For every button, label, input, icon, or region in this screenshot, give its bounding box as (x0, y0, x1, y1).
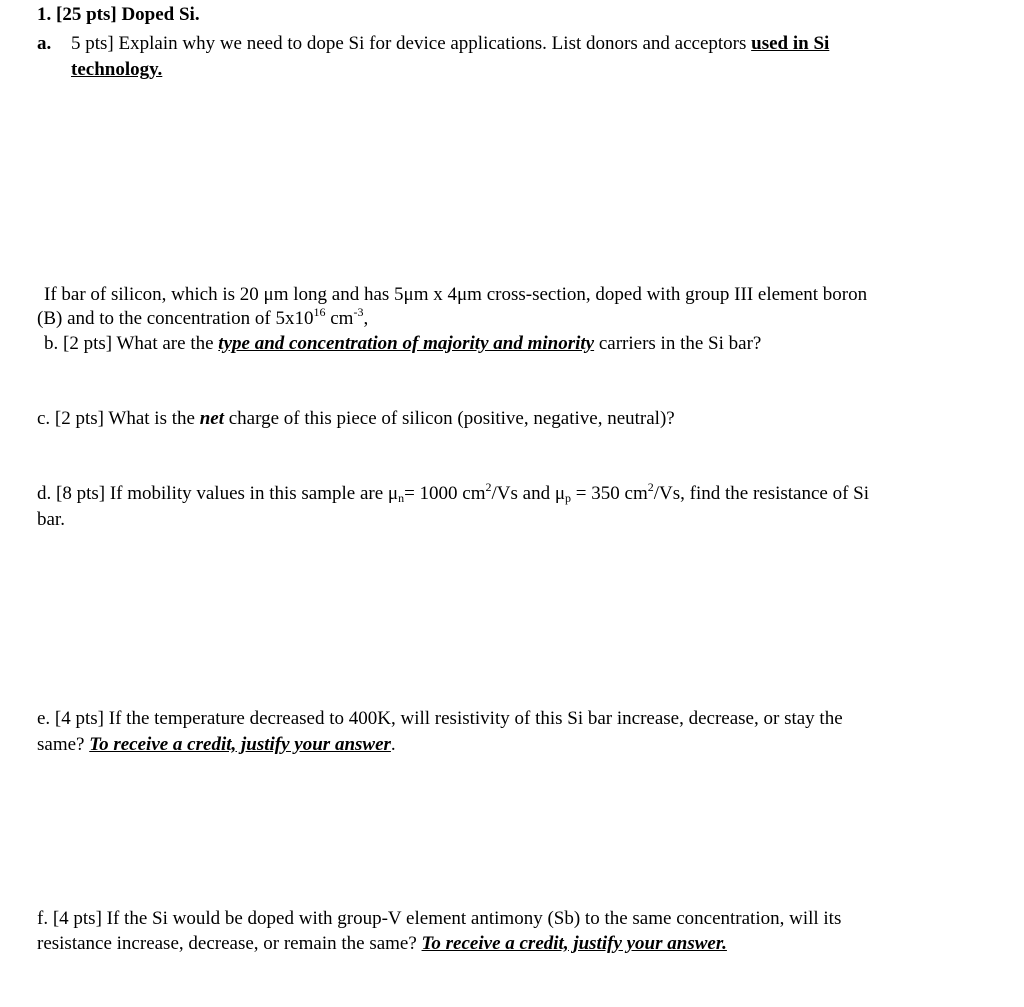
part-b-post: carriers in the Si bar? (594, 333, 762, 354)
part-e-line1: e. [4 pts] If the temperature decreased to 400K, will resistivity of this Si bar increase, decrease, or stay the (37, 708, 843, 729)
part-a-text: 5 pts] Explain why we need to dope Si for device applications. List donors and acceptors (71, 33, 752, 54)
part-a-label: a. (37, 33, 52, 54)
part-c-emphasis: net (199, 408, 224, 429)
part-d-post: /Vs, find the resistance of Si (653, 483, 870, 504)
part-b-pre: b. [2 pts] What are the (44, 333, 219, 354)
setup-comma: , (363, 308, 369, 329)
part-e-pre: same? (37, 734, 90, 755)
mu-n-sub: n (398, 491, 405, 505)
setup-conc: (B) and to the concentration of 5x10 (37, 308, 314, 329)
part-d-line2: bar. (37, 509, 65, 530)
part-c (37, 408, 675, 430)
part-d-mid2: /Vs and μ (491, 483, 566, 504)
part-c-pre: c. [2 pts] What is the (37, 408, 200, 429)
setup-unit: cm (325, 308, 354, 329)
part-f-emphasis: To receive a credit, justify your answer. (421, 933, 727, 954)
part-f-line2 (37, 933, 727, 955)
part-e-emphasis: To receive a credit, justify your answer (89, 734, 391, 755)
part-d-line1 (37, 480, 870, 505)
part-b-emphasis: type and concentration of majority and minority (218, 333, 595, 354)
mu-p-sub: p (565, 491, 572, 505)
part-f-line1: f. [4 pts] If the Si would be doped with group-V element antimony (Sb) to the same concentration, will its (37, 908, 842, 929)
part-d-exp2: 2 (647, 480, 654, 494)
part-c-post: charge of this piece of silicon (positive, negative, neutral)? (223, 408, 675, 429)
setup-line2 (37, 305, 369, 330)
part-a-line2: technology. (71, 59, 163, 80)
part-d-exp1: 2 (485, 480, 492, 494)
part-d-pre: d. [8 pts] If mobility values in this sample are μ (37, 483, 399, 504)
part-a-emphasis: used in Si (751, 33, 830, 54)
part-d-mid1: = 1000 cm (404, 483, 486, 504)
part-d-mid3: = 350 cm (571, 483, 648, 504)
part-e-post: . (390, 734, 396, 755)
part-e-line2 (37, 734, 396, 756)
part-a-line1 (37, 33, 830, 55)
setup-exp: 16 (313, 305, 326, 319)
setup-unit-exp: -3 (353, 305, 364, 319)
setup-line1: If bar of silicon, which is 20 μm long and has 5μm x 4μm cross-section, doped with group III element boron (44, 284, 868, 305)
part-b (44, 333, 761, 355)
question-title: 1. [25 pts] Doped Si. (37, 4, 200, 25)
part-f-pre: resistance increase, decrease, or remain the same? (37, 933, 422, 954)
